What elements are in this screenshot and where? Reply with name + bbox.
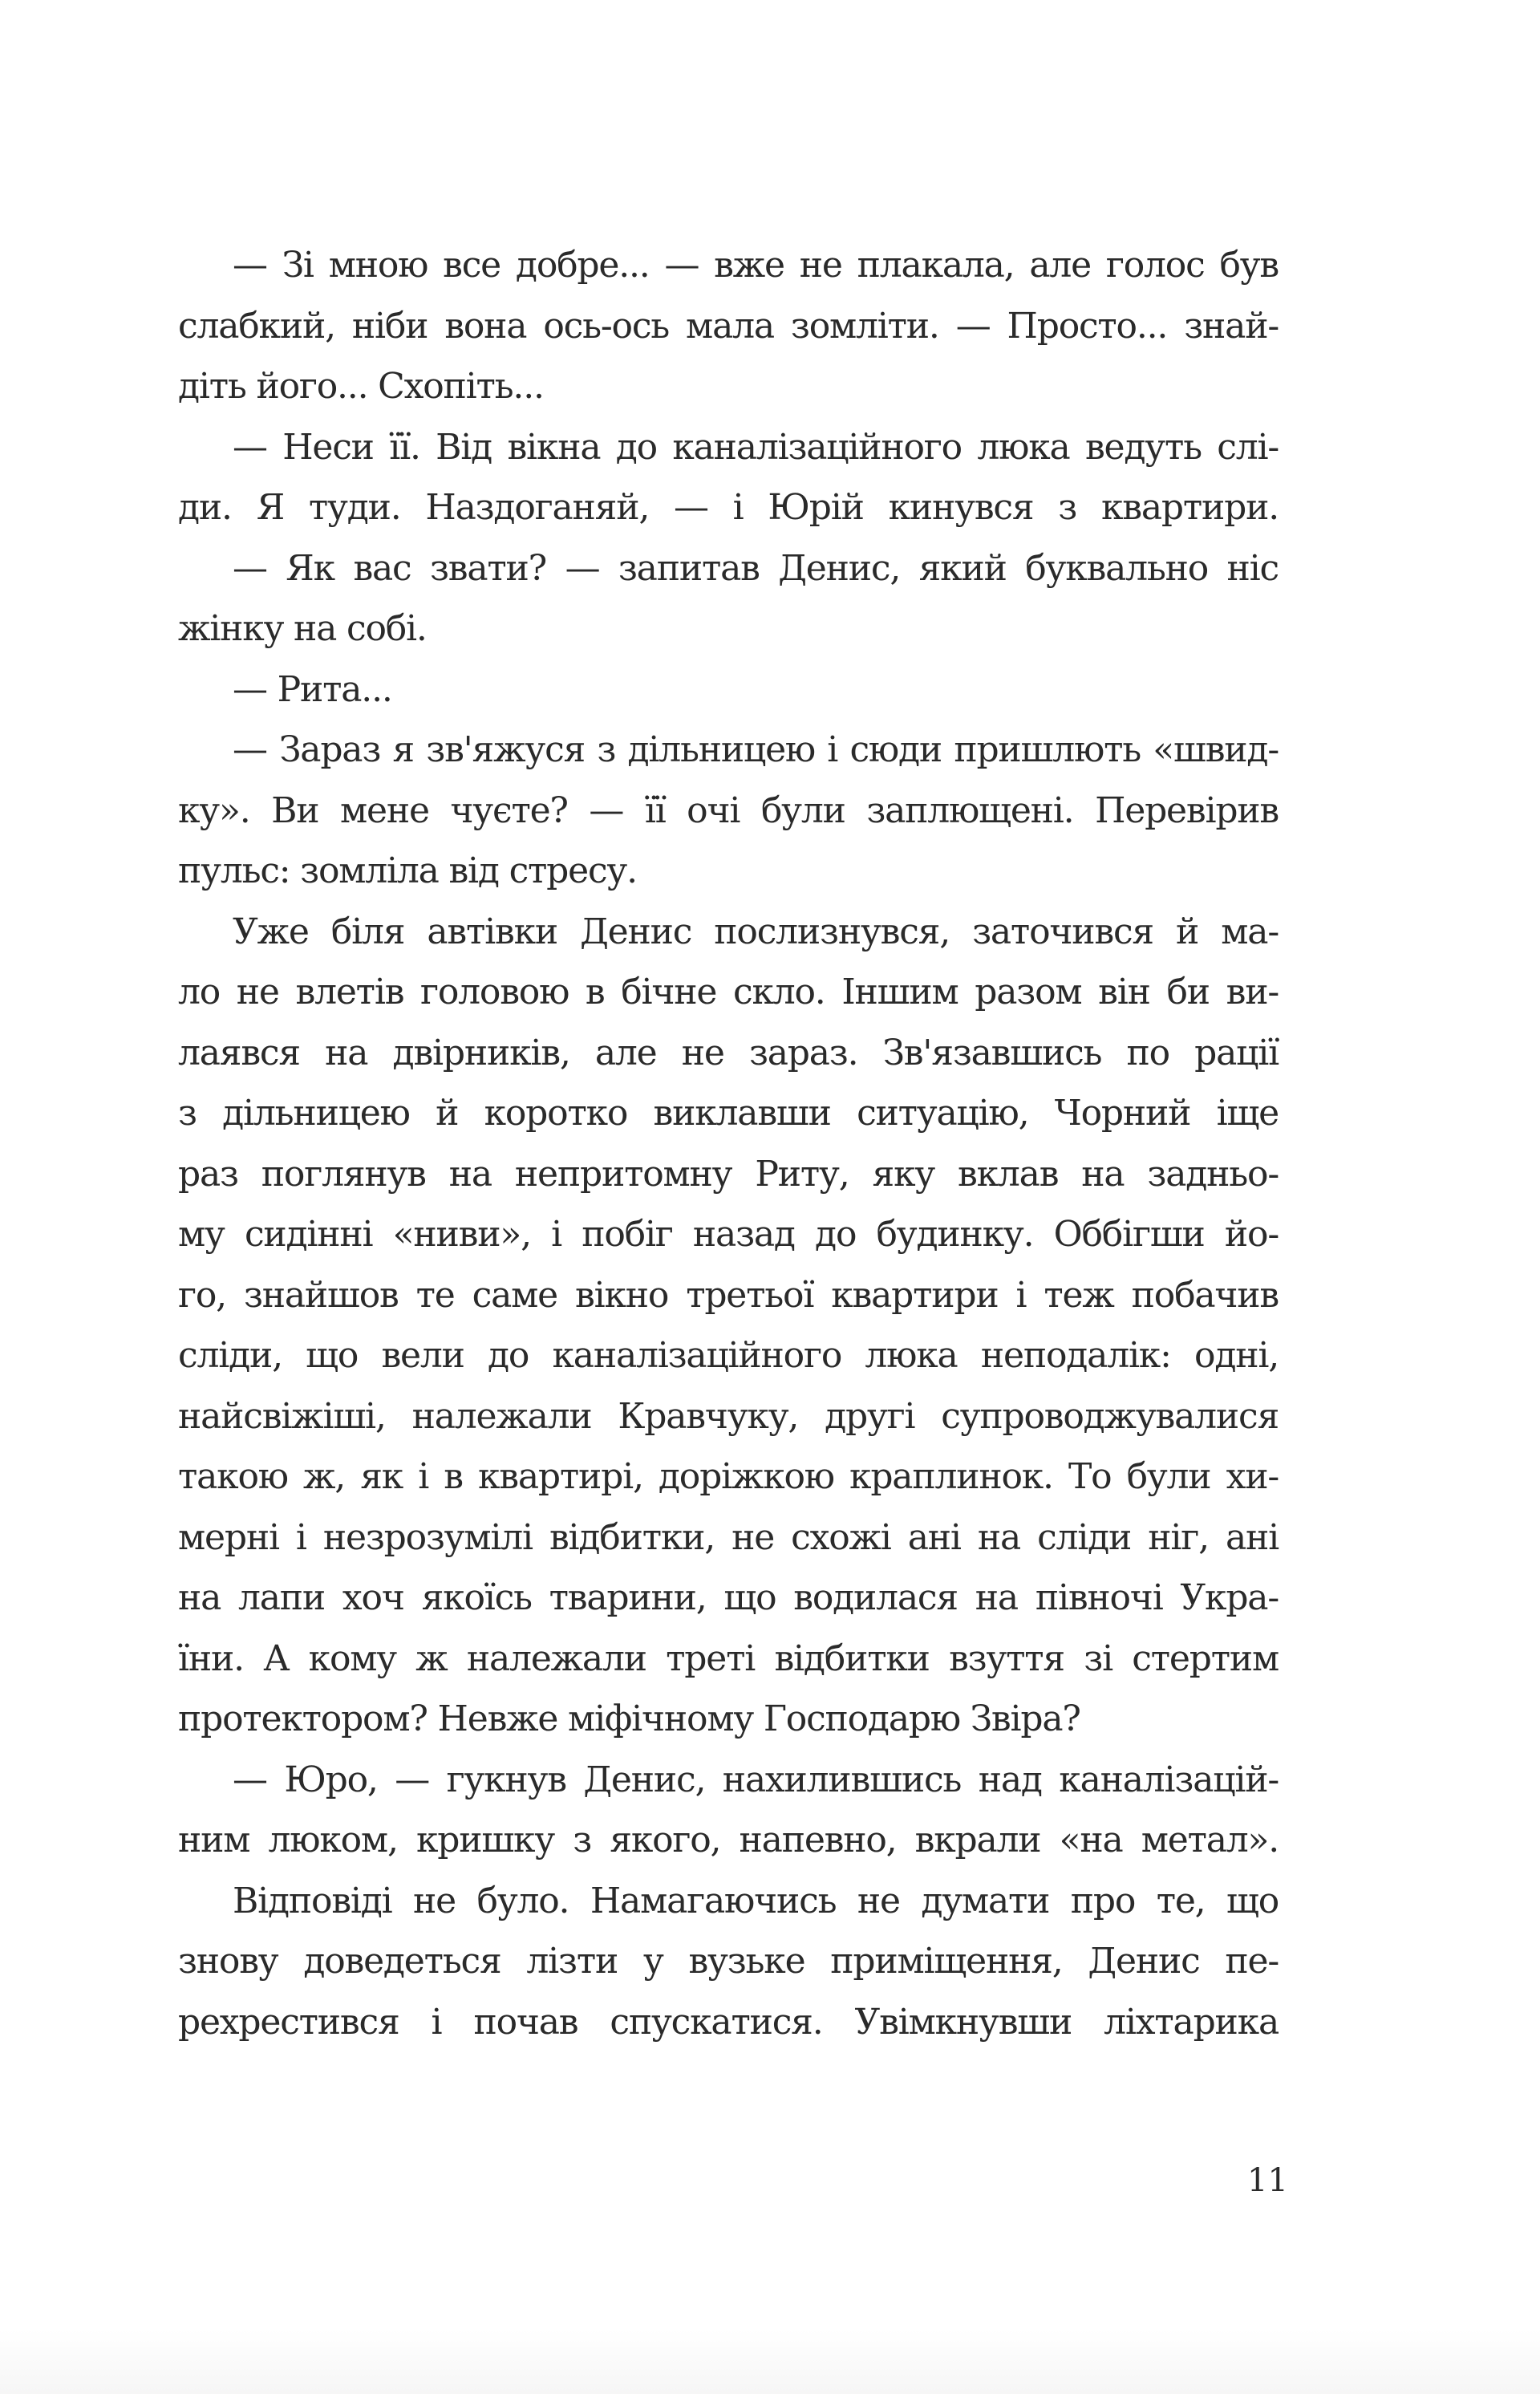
text-line: мерні і незрозумілі відбитки, не схожі ані на сліди ніг, ані [178,1516,1279,1558]
text-line: — Рита... [233,668,392,710]
text-line: раз поглянув на непритомну Риту, яку вклав на задньо- [178,1153,1279,1195]
text-line: го, знайшов те саме вікно третьої квартири і теж побачив [178,1274,1279,1316]
text-line: їни. А кому ж належали треті відбитки взуття зі стертим [178,1637,1279,1679]
text-line: ло не влетів головою в бічне скло. Іншим разом він би ви- [178,972,1279,1012]
page-number: 11 [1247,2162,1288,2199]
page-bottom-shade [0,2330,1540,2394]
text-line: рехрестився і почав спускатися. Увімкнувши ліхтарика [178,2001,1279,2043]
text-line: — Зі мною все добре... — вже не плакала, але голос був [233,245,1279,286]
text-line: — Юро, — гукнув Денис, нахилившись над каналізацій- [233,1759,1279,1800]
text-line: з дільницею й коротко виклавши ситуацію, Чорний іще [178,1093,1279,1134]
text-line: найсвіжіші, належали Кравчуку, другі супроводжувалися [178,1395,1279,1437]
text-line: — Зараз я зв'яжуся з дільницею і сюди пришлють «швид- [233,729,1279,770]
book-page-text [178,235,1279,2052]
text-line: му сидінні «ниви», і побіг назад до будинку. Оббігши йо- [178,1214,1279,1255]
text-line: ди. Я туди. Наздоганяй, — і Юрій кинувся з квартири. [178,487,1279,528]
text-line: протектором? Невже міфічному Господарю Звіра? [178,1698,1080,1739]
text-line: лаявся на двірників, але не зараз. Зв'язавшись по рації [178,1032,1279,1073]
text-line: Відповіді не було. Намагаючись не думати про те, що [233,1880,1279,1921]
text-line: ним люком, кришку з якого, напевно, вкрали «на метал». [178,1820,1279,1860]
text-line: ку». Ви мене чуєте? — її очі були заплющені. Перевірив [178,789,1279,831]
text-line: — Неси її. Від вікна до каналізаційного люка ведуть слі- [233,426,1279,468]
text-line: жінку на собі. [178,608,427,649]
text-line: — Як вас звати? — запитав Денис, який буквально ніс [233,547,1279,589]
text-line: знову доведеться лізти у вузьке приміщення, Денис пе- [178,1941,1279,1982]
text-line: такою ж, як і в квартирі, доріжкою краплинок. То були хи- [178,1456,1279,1497]
text-line: на лапи хоч якоїсь тварини, що водилася на півночі Укра- [178,1577,1279,1618]
text-line: слабкий, ніби вона ось-ось мала зомліти. — Просто... знай- [178,305,1279,347]
text-line: діть його... Схопіть... [178,366,544,407]
text-line: сліди, що вели до каналізаційного люка неподалік: одні, [178,1335,1279,1376]
text-line: Уже біля автівки Денис послизнувся, заточився й ма- [233,911,1279,952]
text-line: пульс: зомліла від стресу. [178,850,637,891]
